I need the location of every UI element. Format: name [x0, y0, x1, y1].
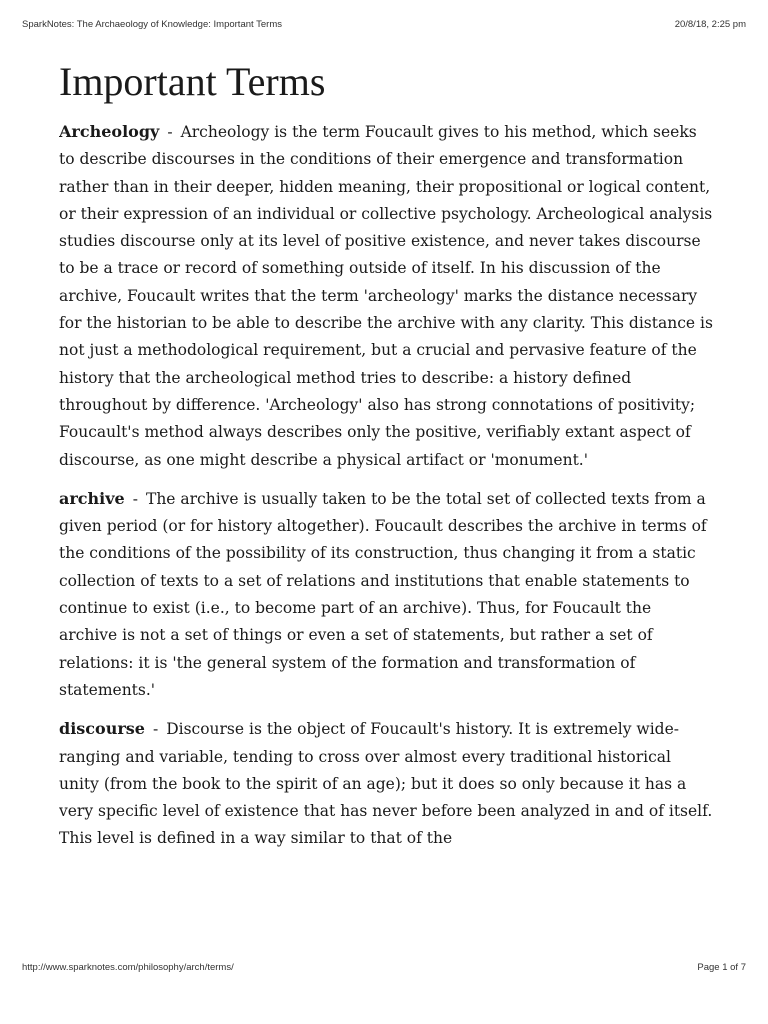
term-name: archive — [59, 488, 125, 508]
print-url: http://www.sparknotes.com/philosophy/arch/terms/ — [22, 962, 234, 973]
term-definition: Discourse is the object of Foucault's history. It is extremely wide-ranging and variable, tending to cross over almost every traditional historical unity (from the book to the spirit of an age); but it does so only because it has a very specific level of existence that has never before been analyzed in and of itself. This level is defined in a way similar to that of the — [59, 720, 713, 848]
article-content — [59, 58, 713, 926]
page-title: Important Terms — [59, 59, 326, 104]
term-definition: The archive is usually taken to be the total set of collected texts from a given period (or for history altogether). Foucault describes the archive in terms of the conditions of the possibility of its construction, thus changing it from a static collection of texts to a set of relations and institutions that enable statements to continue to exist (i.e., to become part of an archive). Thus, for Foucault the archive is not a set of things or even a set of statements, but rather a set of relations: it is 'the general system of the formation and transformation of statements.' — [59, 489, 707, 699]
page-indicator: Page 1 of 7 — [697, 962, 746, 973]
term-separator: - — [132, 489, 138, 508]
term-entry-discourse — [59, 715, 713, 852]
term-entry-archeology — [59, 118, 713, 474]
term-definition: Archeology is the term Foucault gives to his method, which seeks to describe discourses in the conditions of their emergence and transformation rather than in their deeper, hidden meaning, their propositional or logical content, or their expression of an individual or collective psychology. Archeological analysis studies discourse only at its level of positive existence, and never takes discourse to be a trace or record of something outside of itself. In his discussion of the archive, Foucault writes that the term 'archeology' marks the distance necessary for the historian to be able to describe the archive with any clarity. This distance is not just a methodological requirement, but a crucial and pervasive feature of the history that the archeological method tries to describe: a history defined throughout by difference. 'Archeology' also has strong connotations of positivity; Foucault's method always describes only the positive, verifiably extant aspect of discourse, as one might describe a physical artifact or 'monument.' — [59, 123, 713, 469]
term-separator: - — [167, 123, 173, 141]
print-footer — [22, 962, 746, 973]
term-name: Archeology — [59, 122, 160, 141]
term-name: discourse — [59, 719, 145, 739]
term-separator: - — [152, 720, 159, 739]
print-header — [22, 19, 746, 30]
term-entry-archive — [59, 485, 713, 704]
print-doc-title: SparkNotes: The Archaeology of Knowledge: Important Terms — [22, 19, 282, 30]
print-datetime: 20/8/18, 2:25 pm — [674, 19, 746, 30]
